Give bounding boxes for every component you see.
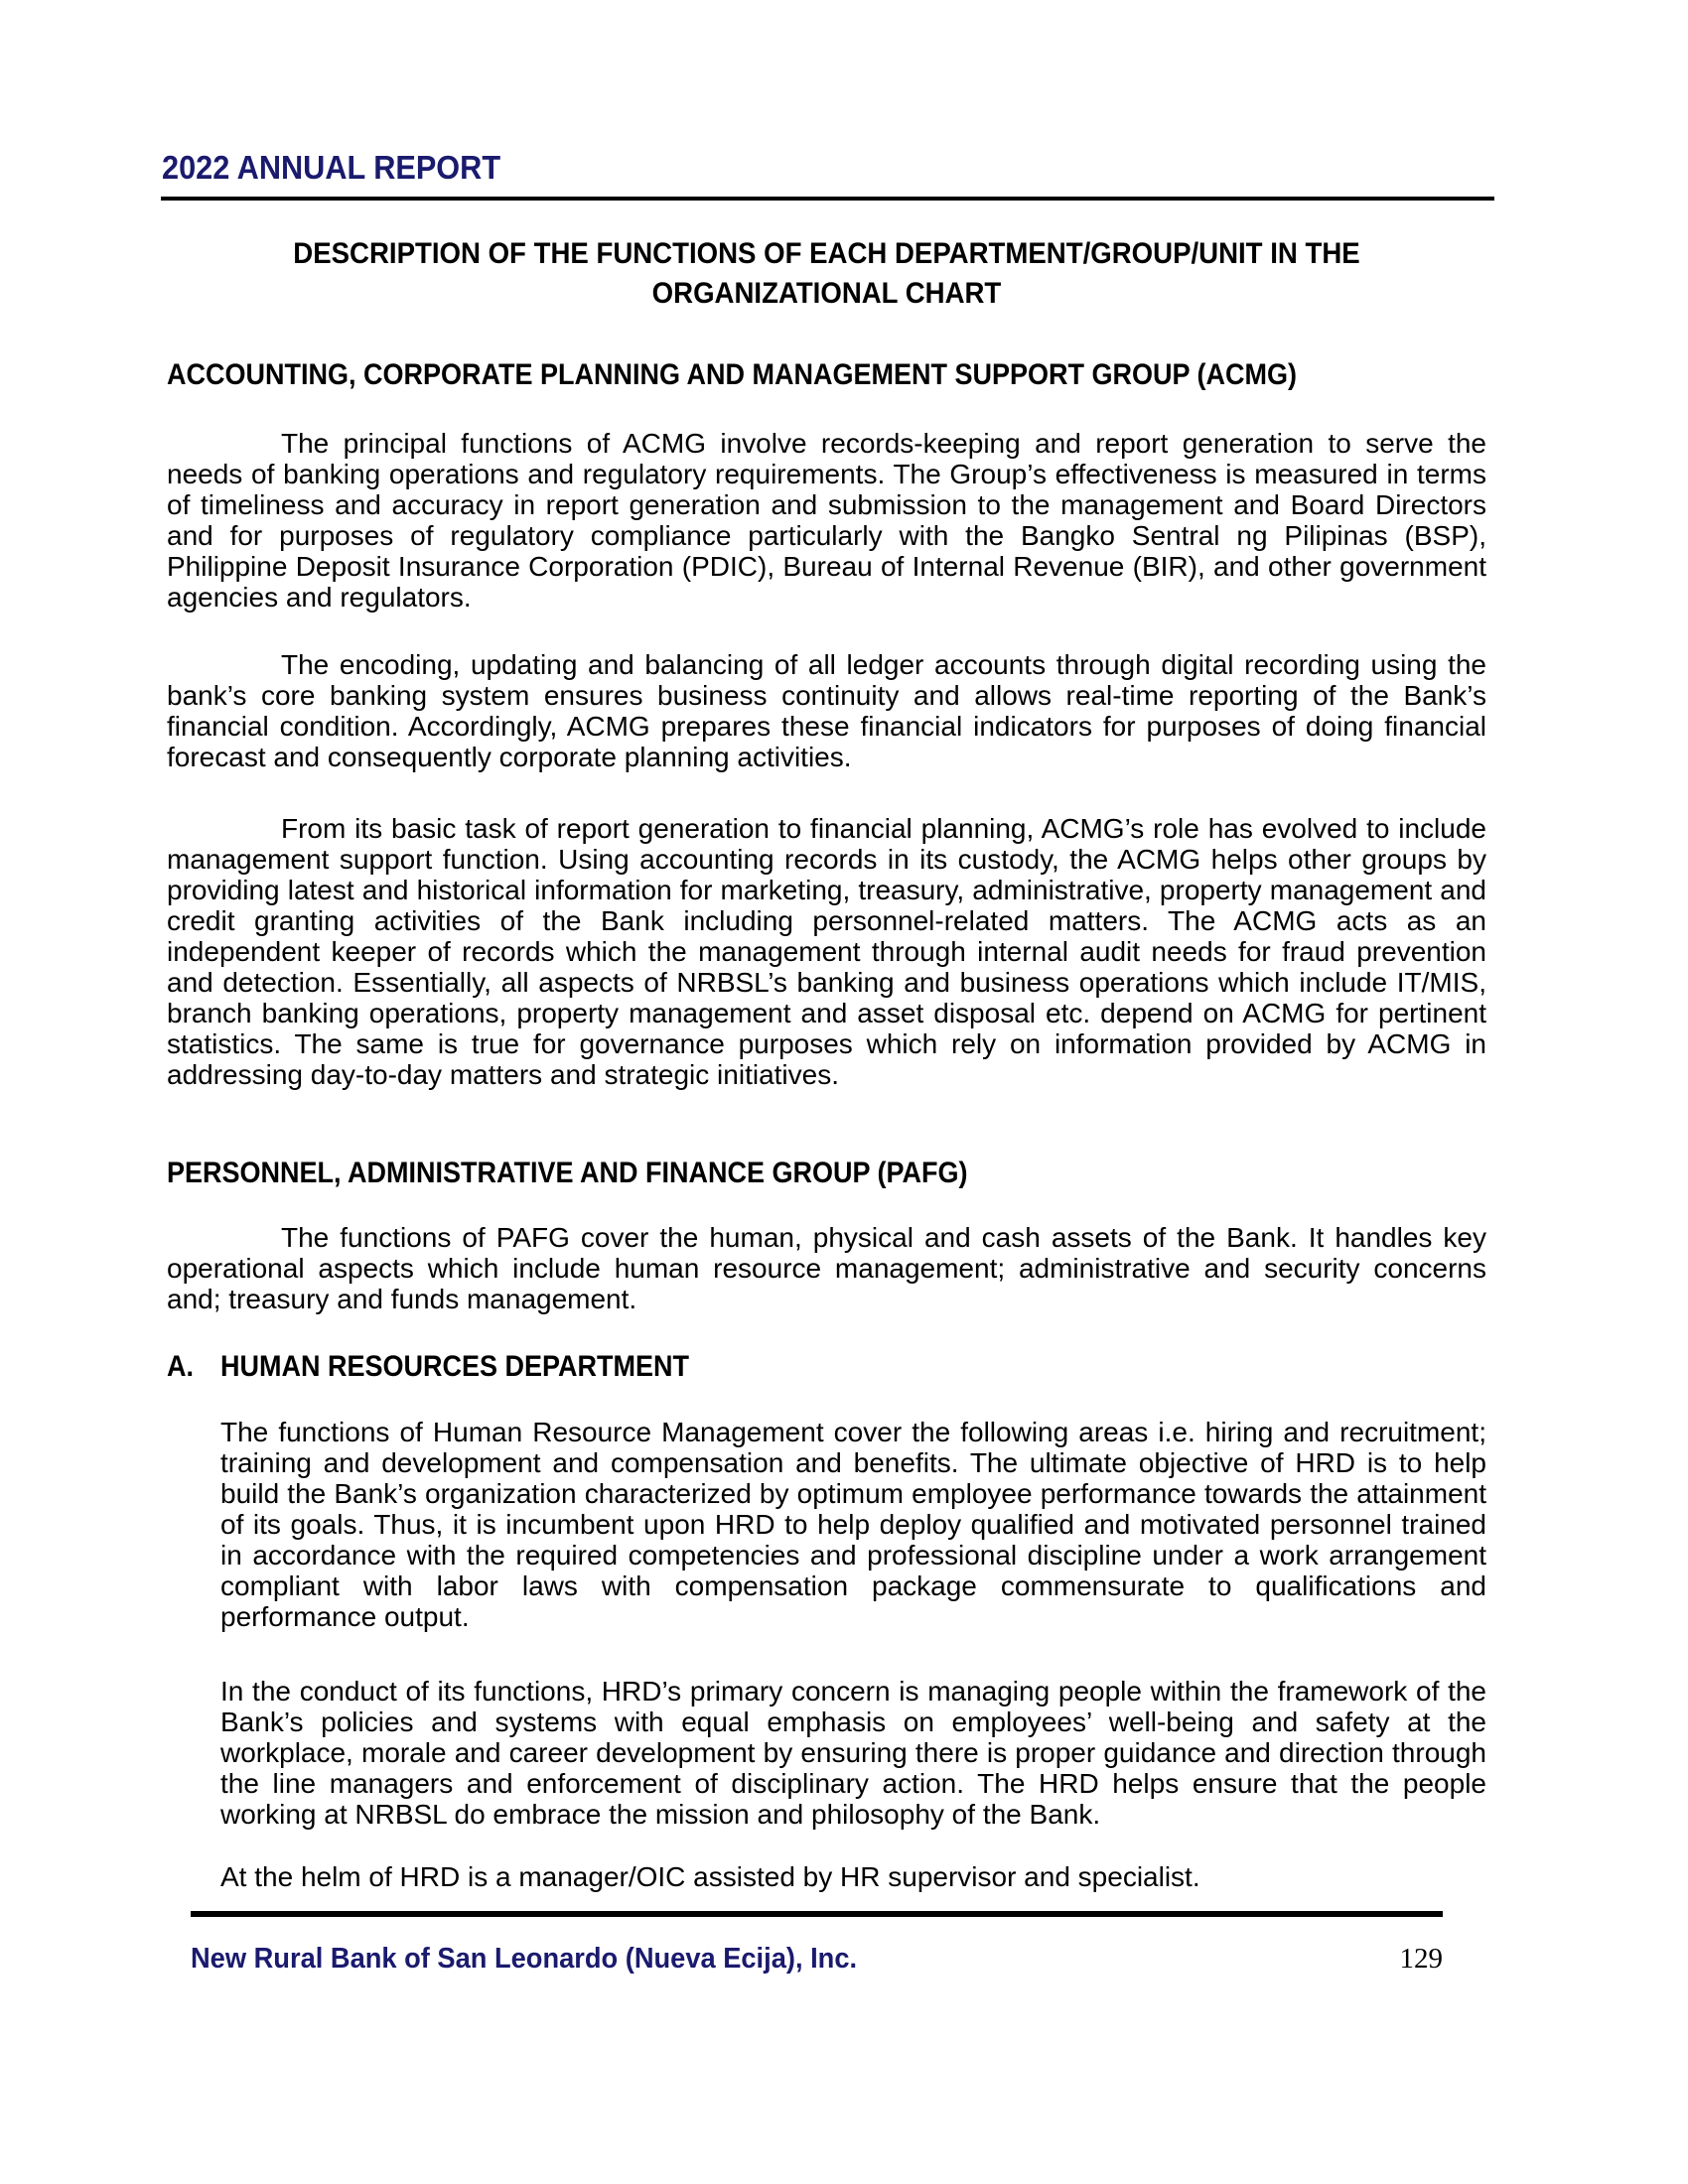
subsection-marker: A. <box>167 1350 194 1383</box>
section-heading-acmg: ACCOUNTING, CORPORATE PLANNING AND MANAGEMENT SUPPORT GROUP (ACMG) <box>167 358 1298 391</box>
page-title <box>167 234 1486 314</box>
page-number: 129 <box>1399 1943 1443 1975</box>
footer-row <box>191 1943 1443 1976</box>
hrd-paragraph-1: The functions of Human Resource Management cover the following areas i.e. hiring and recruitment; training and development and compensation and benefits. The ultimate objective of HRD is to help build the Bank’s organization characterized by optimum employee performance towards the attainment of its goals. Thus, it is incumbent upon HRD to help deploy qualified and motivated personnel trained in accordance with the required competencies and professional discipline under a work arrangement compliant with labor laws with compensation package commensurate to qualifications and performance output. <box>220 1417 1486 1632</box>
subsection-heading-text: HUMAN RESOURCES DEPARTMENT <box>220 1350 690 1383</box>
acmg-paragraph-3: From its basic task of report generation to financial planning, ACMG’s role has evolved to include management support function. Using accounting records in its custody, the ACMG helps other groups by providing latest and historical information for marketing, treasury, administrative, property management and credit granting activities of the Bank including personnel-related matters. The ACMG acts as an independent keeper of records which the management through internal audit needs for fraud prevention and detection. Essentially, all aspects of NRBSL’s banking and business operations which include IT/MIS, branch banking operations, property management and asset disposal etc. depend on ACMG for pertinent statistics. The same is true for governance purposes which rely on information provided by ACMG in addressing day-to-day matters and strategic initiatives. <box>167 813 1486 1090</box>
header-divider <box>161 197 1494 201</box>
subsection-hrd-heading <box>167 1349 689 1385</box>
subsection-hrd-body <box>220 1417 1486 1892</box>
footer-divider <box>191 1911 1443 1917</box>
hrd-paragraph-3: At the helm of HRD is a manager/OIC assisted by HR supervisor and specialist. <box>220 1861 1200 1892</box>
page-footer <box>191 1911 1443 1976</box>
hrd-paragraph-2: In the conduct of its functions, HRD’s primary concern is managing people within the framework of the Bank’s policies and systems with equal emphasis on employees’ well-being and safety at the workplace, morale and career development by ensuring there is proper guidance and direction through the line managers and enforcement of disciplinary action. The HRD helps ensure that the people working at NRBSL do embrace the mission and philosophy of the Bank. <box>220 1676 1486 1830</box>
pafg-paragraph-1: The functions of PAFG cover the human, physical and cash assets of the Bank. It handles key operational aspects which include human resource management; administrative and security concerns and; treasury and funds management. <box>167 1222 1486 1314</box>
annual-report-header: 2022 ANNUAL REPORT <box>162 149 501 186</box>
section-heading-pafg: PERSONNEL, ADMINISTRATIVE AND FINANCE GROUP (PAFG) <box>167 1157 968 1189</box>
page-title-line-1: DESCRIPTION OF THE FUNCTIONS OF EACH DEPARTMENT/GROUP/UNIT IN THE <box>293 237 1360 270</box>
section-pafg <box>167 1156 1486 1196</box>
page-title-line-2: ORGANIZATIONAL CHART <box>651 277 1002 310</box>
acmg-paragraph-1: The principal functions of ACMG involve records-keeping and report generation to serve the needs of banking operations and regulatory requirements. The Group’s effectiveness is measured in terms of timeliness and accuracy in report generation and submission to the management and Board Directors and for purposes of regulatory compliance particularly with the Bangko Sentral ng Pilipinas (BSP), Philippine Deposit Insurance Corporation (PDIC), Bureau of Internal Revenue (BIR), and other government agencies and regulators. <box>167 428 1486 613</box>
bank-name: New Rural Bank of San Leonardo (Nueva Ecija), Inc. <box>191 1943 858 1975</box>
acmg-paragraph-2: The encoding, updating and balancing of all ledger accounts through digital recording using the bank’s core banking system ensures business continuity and allows real-time reporting of the Bank’s financial condition. Accordingly, ACMG prepares these financial indicators for purposes of doing financial forecast and consequently corporate planning activities. <box>167 649 1486 772</box>
section-acmg <box>167 357 1486 398</box>
